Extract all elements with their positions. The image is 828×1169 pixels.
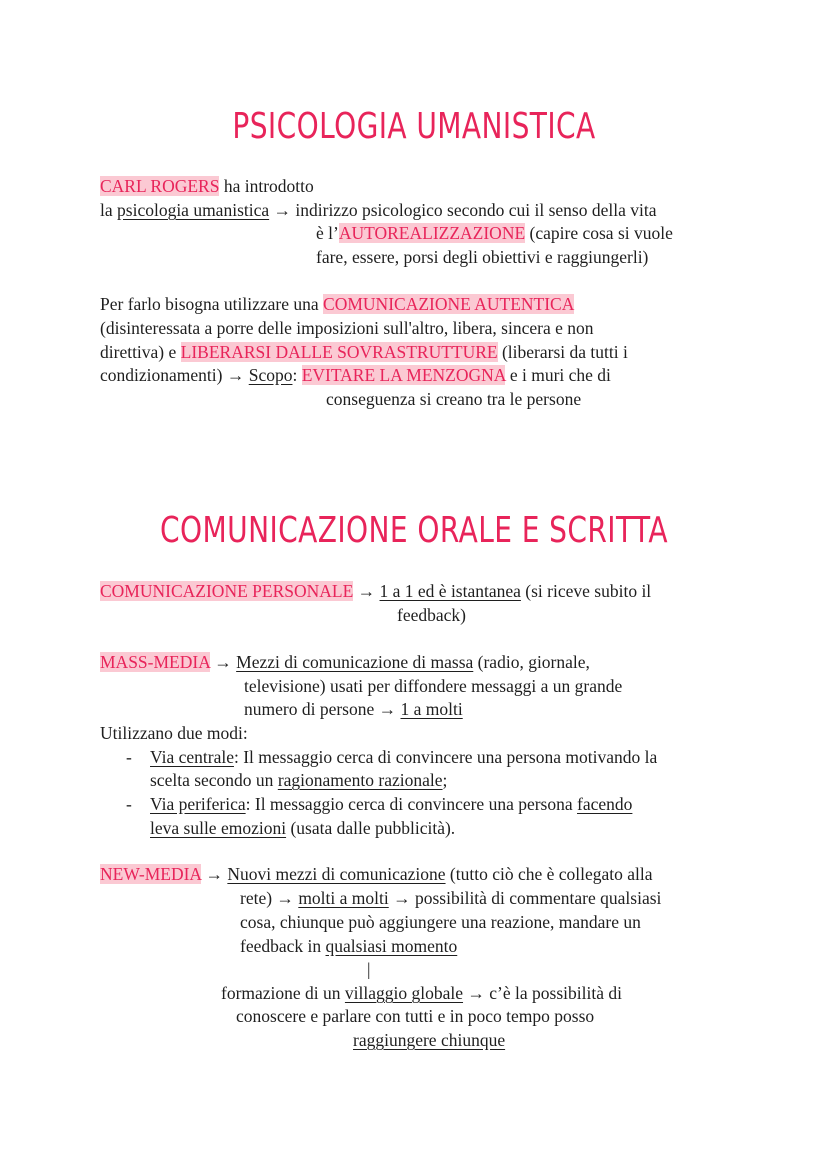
text: → [209,652,237,672]
highlight-carl-rogers: CARL ROGERS [100,176,220,196]
text: (usata dalle pubblicità). [286,818,456,838]
highlight-liberarsi: LIBERARSI DALLE SOVRASTRUTTURE [180,342,498,362]
text: (capire cosa si vuole [525,223,673,243]
text-line [316,221,673,245]
text: : Il messaggio cerca di convincere una persona [245,794,578,814]
underline-scopo: Scopo [248,365,293,385]
text: fare, essere, porsi degli obiettivi e raggiungerli) [316,247,649,267]
text-line [100,862,653,886]
section-title-psicologia: PSICOLOGIA UMANISTICA [232,106,596,147]
underline-1a1: 1 a 1 ed è istantanea [379,581,521,601]
text: (tutto ciò che è collegato alla [445,864,653,884]
text: : [292,365,302,385]
text: la [100,200,118,220]
text-line [100,579,651,603]
text: Per farlo bisogna utilizzare una [100,294,324,314]
text: e i muri che di [505,365,611,385]
text: Utilizzano due modi: [100,723,248,743]
text-line [100,721,248,745]
text-line [100,650,590,674]
underline-leva-emozioni: leva sulle emozioni [150,818,287,838]
underline-raggiungere-chiunque: raggiungere chiunque [353,1030,506,1050]
text: rete) → [240,888,299,908]
underline-1-a-molti: 1 a molti [400,699,463,719]
text: condizionamenti) → [100,365,249,385]
text: : Il messaggio cerca di convincere una persona motivando la [233,747,658,767]
text-line [100,292,574,316]
text: feedback in [240,936,326,956]
text-line [100,316,593,340]
text: numero di persone → [244,699,401,719]
text-line [100,363,611,387]
highlight-autorealizzazione: AUTOREALIZZAZIONE [338,223,526,243]
text-line [236,1004,594,1028]
underline-nuovi-mezzi: Nuovi mezzi di comunicazione [227,864,446,884]
text: conoscere e parlare con tutti e in poco tempo posso [236,1006,595,1026]
text-line [240,910,641,934]
text-line [316,245,648,269]
text: → c’è la possibilità di [463,983,622,1003]
underline-via-centrale: Via centrale [150,747,234,767]
text-line [244,697,463,721]
text: è l’ [316,223,339,243]
text: direttiva) e [100,342,181,362]
text-line [150,768,447,792]
text-line [100,340,628,364]
text: ; [442,770,448,790]
text: → indirizzo psicologico secondo cui il senso della vita [269,200,657,220]
highlight-evitare-menzogna: EVITARE LA MENZOGNA [301,365,506,385]
connector-bar: | [367,959,371,979]
text: televisione) usati per diffondere messaggi a un grande [244,676,623,696]
text: (si riceve subito il [520,581,652,601]
text-line [100,198,656,222]
underline-psicologia-umanistica: psicologia umanistica [117,200,270,220]
text: (liberarsi da tutti i [497,342,628,362]
text-line [397,603,466,627]
underline-mezzi-massa: Mezzi di comunicazione di massa [236,652,474,672]
text: → [201,864,228,884]
highlight-comunicazione-personale: COMUNICAZIONE PERSONALE [100,581,354,601]
text-line [326,387,581,411]
bullet-dash: - [126,794,132,814]
bullet-dash: - [126,747,132,767]
text-line [244,674,622,698]
underline-ragionamento: ragionamento razionale [277,770,443,790]
text-line [150,816,455,840]
underline-molti-a-molti: molti a molti [298,888,389,908]
highlight-new-media: NEW-MEDIA [100,864,202,884]
text: → [353,581,380,601]
text: (radio, giornale, [473,652,590,672]
text: → possibilità di commentare qualsiasi [388,888,662,908]
text: scelta secondo un [150,770,278,790]
text-line [221,981,622,1005]
text: conseguenza si creano tra le persone [326,389,582,409]
highlight-comunicazione-autentica: COMUNICAZIONE AUTENTICA [323,294,575,314]
text-line [240,934,457,958]
underline-qualsiasi-momento: qualsiasi momento [325,936,458,956]
text: ha introdotto [219,176,314,196]
underline-facendo: facendo [577,794,633,814]
text: formazione di un [221,983,345,1003]
section-title-comunicazione: COMUNICAZIONE ORALE E SCRITTA [160,510,668,551]
text-line [150,745,657,769]
underline-villaggio-globale: villaggio globale [344,983,464,1003]
highlight-mass-media: MASS-MEDIA [100,652,210,672]
text-line [100,174,314,198]
text: (disinteressata a porre delle imposizioni sull'altro, libera, sincera e non [100,318,594,338]
text-line [150,792,632,816]
text-line [240,886,661,910]
text: cosa, chiunque può aggiungere una reazione, mandare un [240,912,641,932]
underline-via-periferica: Via periferica [150,794,246,814]
text-line [353,1028,505,1052]
text: feedback) [397,605,466,625]
